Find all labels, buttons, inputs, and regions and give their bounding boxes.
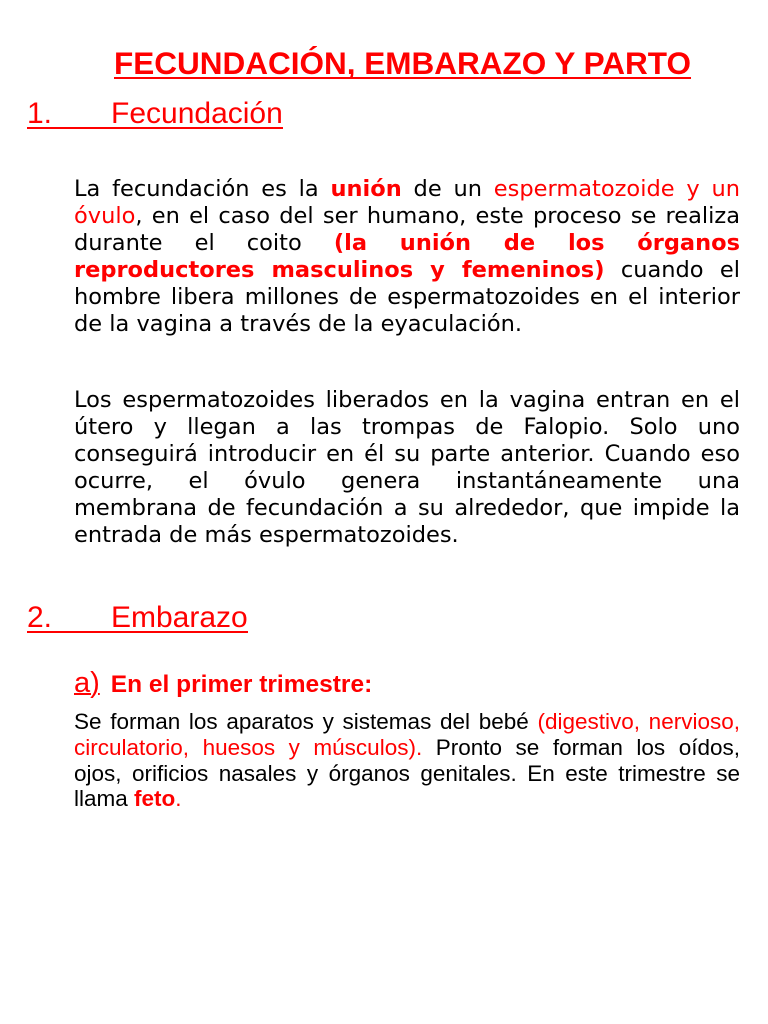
document-title: FECUNDACIÓN, EMBARAZO Y PARTO	[114, 45, 691, 81]
paragraph	[74, 709, 740, 812]
paragraph-line	[74, 786, 740, 812]
subsection-heading	[74, 668, 372, 700]
paragraph	[74, 176, 740, 338]
paragraph-line	[74, 311, 740, 338]
section-title: Embarazo	[111, 601, 248, 634]
paragraph-line	[74, 284, 740, 311]
text-run: Los espermatozoides liberados en la vagina entran en el	[74, 387, 740, 413]
section-number: 1.	[27, 97, 53, 130]
text-run: Se forman los aparatos y sistemas del bebé	[74, 709, 538, 734]
text-run: hombre libera millones de espermatozoides en el interior	[74, 284, 740, 310]
section-title: Fecundación	[111, 97, 283, 130]
text-run: , en el caso del ser humano, este proceso se realiza	[135, 203, 740, 229]
highlighted-text: espermatozoide y un	[493, 176, 741, 202]
text-run: entrada de más espermatozoides.	[74, 522, 459, 548]
highlighted-text: circulatorio, huesos y músculos).	[74, 734, 423, 760]
paragraph-line	[74, 414, 740, 441]
text-run: de la vagina a través de la eyaculación.	[74, 311, 523, 337]
paragraph-line	[74, 230, 740, 257]
text-run: conseguirá introducir en él su parte anterior. Cuando eso	[74, 441, 740, 467]
text-run: membrana de fecundación a su alrededor, que impide la	[74, 495, 740, 521]
text-run: llama	[74, 786, 135, 812]
paragraph-line	[74, 522, 740, 549]
text-run: ocurre, el óvulo genera instantáneamente una	[74, 468, 740, 494]
paragraph-line	[74, 176, 740, 203]
text-run: de un	[401, 176, 494, 202]
highlighted-text: feto	[134, 786, 176, 812]
paragraph-line	[74, 387, 740, 414]
highlighted-text: (digestivo, nervioso,	[537, 709, 740, 734]
highlighted-text: unión	[330, 176, 402, 202]
text-run: Pronto se forman los oídos,	[422, 734, 740, 760]
paragraph-line	[74, 203, 740, 230]
subsection-marker: a)	[74, 667, 100, 699]
highlighted-text: (la unión de los órganos	[333, 230, 740, 256]
paragraph	[74, 387, 740, 549]
paragraph-line	[74, 257, 740, 284]
paragraph-line	[74, 709, 740, 735]
section-number: 2.	[27, 601, 53, 634]
section-heading-fecundacion	[27, 97, 283, 130]
paragraph-line	[74, 495, 740, 522]
paragraph-line	[74, 735, 740, 761]
highlighted-text: .	[175, 786, 182, 812]
highlighted-text: óvulo	[74, 203, 136, 229]
text-run: La fecundación es la	[74, 176, 331, 202]
text-run: cuando el	[604, 257, 740, 283]
subsection-title: En el primer trimestre:	[110, 671, 373, 698]
highlighted-text: reproductores masculinos y femeninos)	[74, 257, 605, 283]
text-run: ojos, orificios nasales y órganos genitales. En este trimestre se	[74, 760, 740, 786]
paragraph-line	[74, 441, 740, 468]
section-heading-embarazo	[27, 601, 248, 634]
paragraph-line	[74, 761, 740, 787]
text-run: útero y llegan a las trompas de Falopio. Solo uno	[74, 414, 740, 440]
text-run: durante el coito	[74, 230, 334, 256]
paragraph-line	[74, 468, 740, 495]
